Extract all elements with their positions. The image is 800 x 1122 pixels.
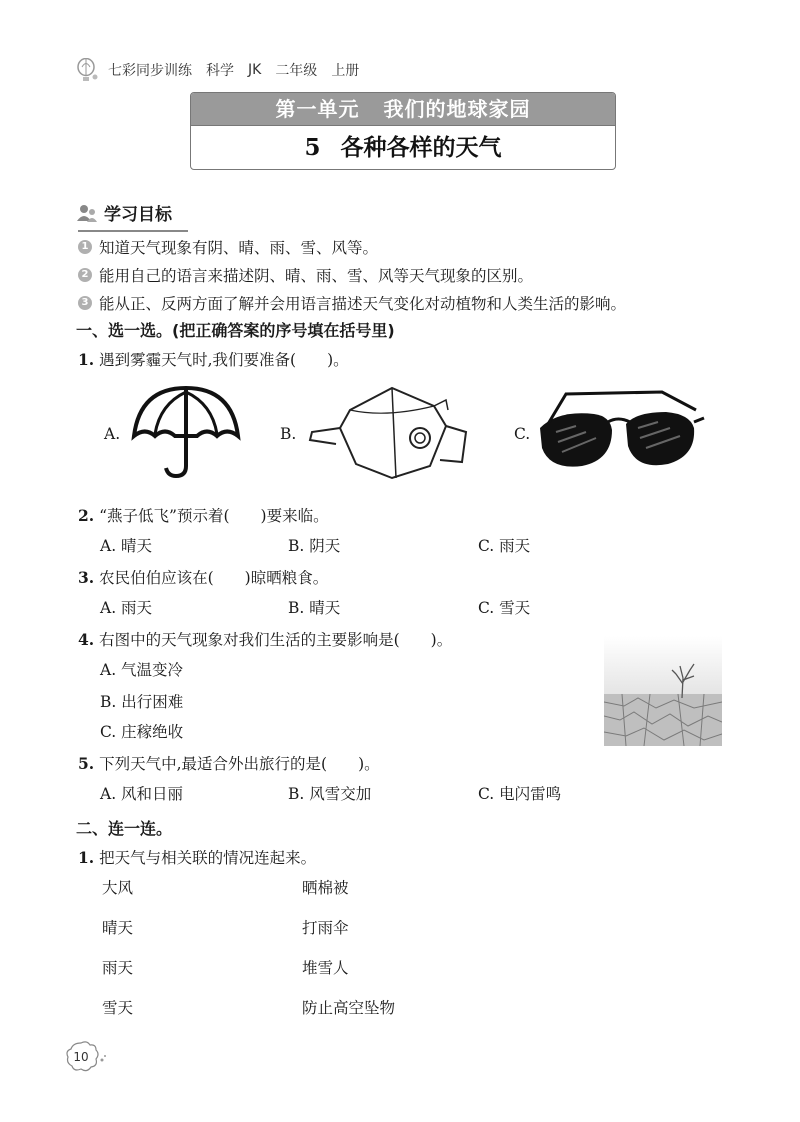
question-5 [78, 752, 380, 774]
q2-option-a: A. 晴天 [100, 537, 153, 555]
match-left-item[interactable]: 大风 [102, 879, 134, 897]
q3-option-a: A. 雨天 [100, 599, 153, 617]
goal-text: 知道天气现象有阴、晴、雨、雪、风等。 [99, 239, 379, 257]
question-number: 1. [78, 848, 95, 867]
goal-number: 3 [78, 296, 92, 310]
question-number: 2. [78, 506, 95, 525]
page-number: 10 [73, 1050, 89, 1064]
question-text: 把天气与相关联的情况连起来。 [99, 849, 317, 867]
match-right-item[interactable]: 防止高空坠物 [302, 999, 396, 1017]
question-text: 下列天气中,最适合外出旅行的是( )。 [99, 755, 380, 773]
q4-option-c: C. 庄稼绝收 [100, 723, 184, 741]
goals-heading [76, 200, 172, 225]
goals-heading-text: 学习目标 [104, 205, 172, 225]
question-4 [78, 628, 452, 650]
question-number: 1. [78, 350, 95, 369]
q3-option-b: B. 晴天 [288, 599, 341, 617]
lesson-number: 5 [304, 134, 321, 161]
goal-text: 能从正、反两方面了解并会用语言描述天气变化对动植物和人类生活的影响。 [99, 295, 627, 313]
q5-option-b: B. 风雪交加 [288, 785, 372, 803]
goal-number: 2 [78, 268, 92, 282]
volume: 上册 [331, 63, 360, 79]
students-icon [76, 203, 98, 223]
book-name: 七彩同步训练 [108, 63, 192, 79]
page-number-badge [64, 1040, 98, 1074]
section-2-question-1 [78, 846, 316, 868]
question-number: 5. [78, 754, 95, 773]
goal-text: 能用自己的语言来描述阴、晴、雨、雪、风等天气现象的区别。 [99, 267, 534, 285]
lesson-name: 各种各样的天气 [340, 134, 502, 161]
question-text: 右图中的天气现象对我们生活的主要影响是( )。 [99, 631, 453, 649]
q3-option-c: C. 雪天 [478, 599, 531, 617]
question-text: “燕子低飞”预示着( )要来临。 [99, 507, 329, 525]
q2-option-b: B. 阴天 [288, 537, 341, 555]
section-1-title: 一、选一选。(把正确答案的序号填在括号里) [76, 321, 395, 340]
question-text: 遇到雾霾天气时,我们要准备( )。 [99, 351, 349, 369]
q5-option-c: C. 电闪雷鸣 [478, 785, 562, 803]
divider [78, 230, 188, 232]
goal-item [78, 236, 378, 258]
title-box [190, 92, 616, 170]
match-right-item[interactable]: 晒棉被 [302, 879, 349, 897]
goal-item [78, 292, 626, 314]
balloon-logo-icon [76, 58, 98, 82]
q4-option-a: A. 气温变冷 [100, 661, 184, 679]
umbrella-icon [130, 384, 242, 478]
goal-item [78, 264, 533, 286]
subject: 科学 [206, 63, 234, 79]
match-left-item[interactable]: 雪天 [102, 999, 134, 1017]
q5-option-a: A. 风和日丽 [100, 785, 184, 803]
goal-number: 1 [78, 240, 92, 254]
match-right-item[interactable]: 打雨伞 [302, 919, 349, 937]
q4-option-b: B. 出行困难 [100, 693, 184, 711]
drought-photo [604, 636, 722, 746]
unit-title [191, 93, 615, 125]
question-3 [78, 566, 328, 588]
match-right-item[interactable]: 堆雪人 [302, 959, 349, 977]
question-text: 农民伯伯应该在( )晾晒粮食。 [99, 569, 329, 587]
edition: JK [248, 62, 262, 78]
section-2-title: 二、连一连。 [76, 819, 173, 838]
grade: 二年级 [275, 63, 318, 79]
question-number: 3. [78, 568, 95, 587]
option-c-label: C. [514, 425, 531, 443]
option-b-label: B. [280, 425, 297, 443]
face-mask-icon [306, 382, 470, 480]
lesson-title [191, 125, 615, 170]
q2-option-c: C. 雨天 [478, 537, 531, 555]
unit-number: 第一单元 [275, 97, 360, 121]
running-header [76, 56, 373, 84]
match-left-item[interactable]: 晴天 [102, 919, 134, 937]
question-2 [78, 504, 329, 526]
match-left-item[interactable]: 雨天 [102, 959, 134, 977]
option-a-label: A. [104, 425, 121, 443]
question-number: 4. [78, 630, 95, 649]
question-1 [78, 348, 349, 370]
sunglasses-icon [536, 388, 706, 474]
unit-name: 我们的地球家园 [383, 97, 531, 121]
